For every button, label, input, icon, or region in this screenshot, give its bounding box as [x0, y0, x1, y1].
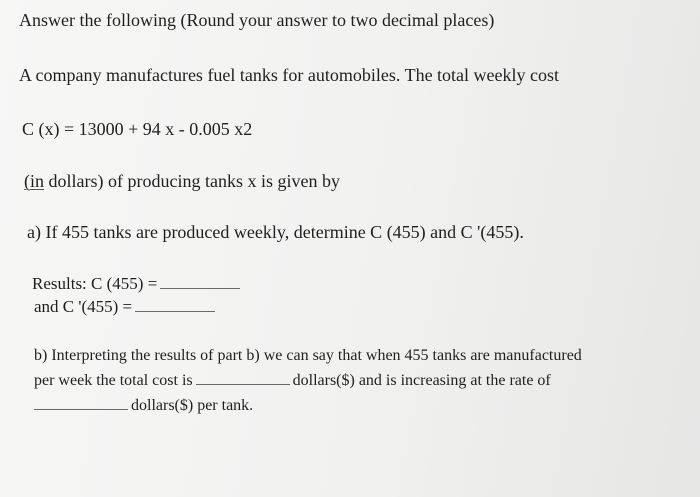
result-c-prime-455-label: and C '(455) =: [34, 297, 133, 316]
result-c-455-label: Results: C (455) =: [32, 274, 158, 293]
part-a-question: a) If 455 tanks are produced weekly, determine C (455) and C '(455).: [27, 222, 524, 242]
context-rest: dollars) of producing tanks x is given by: [44, 171, 340, 191]
part-b-line-3: [34, 398, 253, 414]
part-b-rate-label: dollars($) and is increasing at the rate of: [292, 372, 551, 389]
rate-blank[interactable]: [34, 408, 128, 410]
part-b-total-cost-label: per week the total cost is: [34, 372, 193, 389]
part-b-line-2: [34, 373, 551, 389]
part-b-per-tank-label: dollars($) per tank.: [131, 397, 254, 414]
context-underlined-word: (in: [24, 171, 44, 191]
part-b-line-1: b) Interpreting the results of part b) we can say that when 455 tanks are manufactured: [34, 347, 582, 364]
cost-formula: C (x) = 13000 + 94 x - 0.005 x2: [22, 119, 253, 139]
result-c-prime-455-row: [34, 298, 218, 315]
result-c-455-row: [32, 275, 243, 292]
total-cost-blank[interactable]: [196, 383, 290, 385]
result-c-455-blank[interactable]: [160, 287, 240, 289]
problem-intro: A company manufactures fuel tanks for automobiles. The total weekly cost: [19, 65, 560, 85]
problem-context: [24, 172, 340, 190]
result-c-prime-455-blank[interactable]: [135, 310, 215, 312]
instruction-text: Answer the following (Round your answer to two decimal places): [19, 10, 495, 30]
